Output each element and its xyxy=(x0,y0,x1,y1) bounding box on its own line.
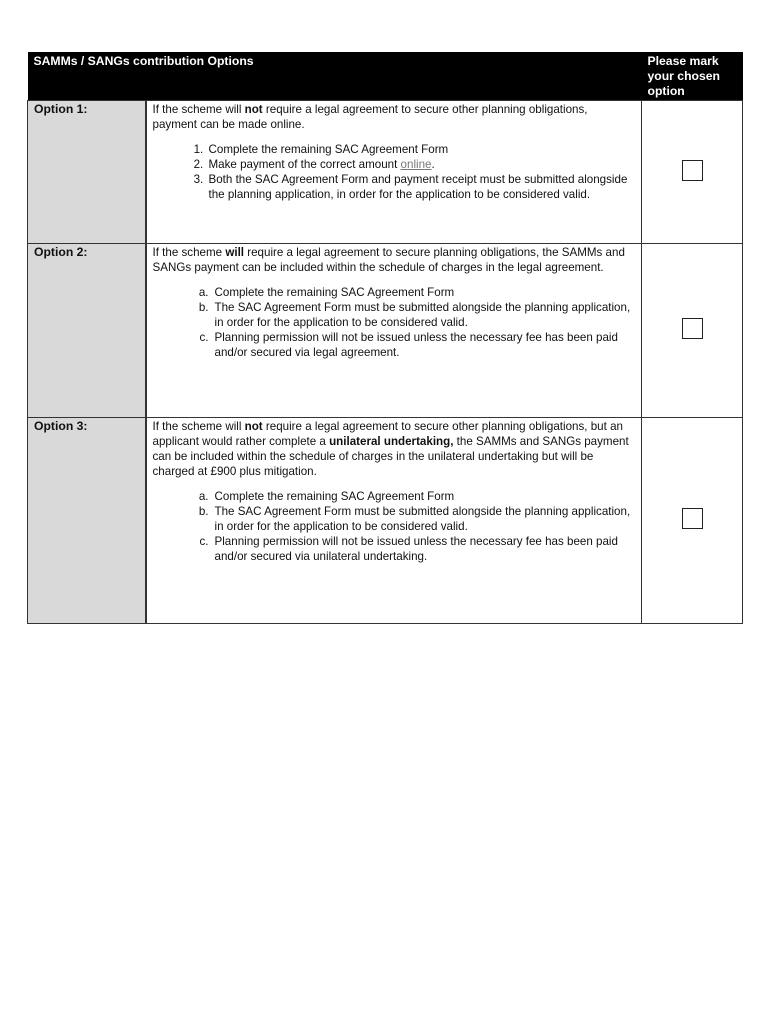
intro-text: require a legal agreement to secure other planning obligations, payment can be made online. xyxy=(152,103,588,131)
option-2-intro xyxy=(153,245,636,275)
intro-bold-text: not xyxy=(244,420,263,433)
option-1-mark-cell xyxy=(642,101,743,244)
table-header-row xyxy=(28,52,743,101)
intro-bold-text: will xyxy=(225,246,245,259)
option-2-label: Option 2: xyxy=(28,244,146,418)
intro-text: If the scheme xyxy=(152,246,226,259)
list-item xyxy=(207,142,636,157)
list-item xyxy=(187,489,636,504)
list-item-text: Planning permission will not be issued unless the necessary fee has been paid and/or secured via legal agreement. xyxy=(214,331,618,359)
intro-text: If the scheme will xyxy=(152,420,245,433)
list-marker: c. xyxy=(199,535,209,548)
option-3-steps xyxy=(153,489,636,564)
option-1-row xyxy=(28,101,743,244)
list-marker: b. xyxy=(198,301,209,314)
list-marker: a. xyxy=(198,490,209,503)
intro-text: the SAMMs and SANGs payment can be included within the schedule of charges in the unilateral undertaking but will be charged at £900 plus mitigation. xyxy=(152,435,629,478)
option-1-description xyxy=(146,101,642,244)
list-marker: a. xyxy=(198,286,209,299)
option-2-row xyxy=(28,244,743,418)
list-item-text: The SAC Agreement Form must be submitted alongside the planning application, in order for the application to be considered valid. xyxy=(214,301,631,329)
list-marker: c. xyxy=(199,331,209,344)
list-item-text: Both the SAC Agreement Form and payment receipt must be submitted alongside the planning application, in order for the application to be considered valid. xyxy=(208,173,628,201)
list-item xyxy=(187,285,636,300)
list-item xyxy=(187,300,636,330)
online-payment-link[interactable]: online xyxy=(400,158,432,171)
option-1-intro xyxy=(153,102,636,132)
list-item-text: The SAC Agreement Form must be submitted alongside the planning application, in order for the application to be considered valid. xyxy=(214,505,631,533)
list-item xyxy=(207,157,636,172)
option-3-intro xyxy=(153,419,636,479)
list-item xyxy=(187,534,636,564)
option-3-label: Option 3: xyxy=(28,418,146,624)
intro-text: require a legal agreement to secure other planning obligations, but an applicant would rather complete a xyxy=(152,420,623,448)
option-2-mark-cell xyxy=(642,244,743,418)
option-2-description xyxy=(146,244,642,418)
option-3-checkbox[interactable] xyxy=(682,508,703,529)
intro-bold-text: not xyxy=(244,103,263,116)
intro-text: require a legal agreement to secure planning obligations, the SAMMs and SANGs payment can be included within the schedule of charges in the legal agreement. xyxy=(152,246,625,274)
list-item-text: Complete the remaining SAC Agreement Form xyxy=(214,490,455,503)
list-item xyxy=(187,330,636,360)
list-item-text: . xyxy=(431,158,435,171)
list-marker: b. xyxy=(198,505,209,518)
mark-column-header: Please mark your chosen option xyxy=(642,52,743,101)
list-item xyxy=(187,504,636,534)
option-1-checkbox[interactable] xyxy=(682,160,703,181)
intro-bold-text: unilateral undertaking, xyxy=(329,435,454,448)
contribution-options-table xyxy=(27,52,743,624)
option-3-row xyxy=(28,418,743,624)
list-item-text: Make payment of the correct amount xyxy=(208,158,401,171)
list-item xyxy=(207,172,636,202)
list-item-text: Complete the remaining SAC Agreement Form xyxy=(208,143,449,156)
option-1-label: Option 1: xyxy=(28,101,146,244)
option-2-checkbox[interactable] xyxy=(682,318,703,339)
option-1-steps xyxy=(153,142,636,202)
list-item-text: Complete the remaining SAC Agreement Form xyxy=(214,286,455,299)
list-item-text: Planning permission will not be issued unless the necessary fee has been paid and/or secured via unilateral undertaking. xyxy=(214,535,618,563)
option-3-mark-cell xyxy=(642,418,743,624)
intro-text: If the scheme will xyxy=(152,103,245,116)
options-column-header: SAMMs / SANGs contribution Options xyxy=(28,52,642,101)
option-2-steps xyxy=(153,285,636,360)
option-3-description xyxy=(146,418,642,624)
